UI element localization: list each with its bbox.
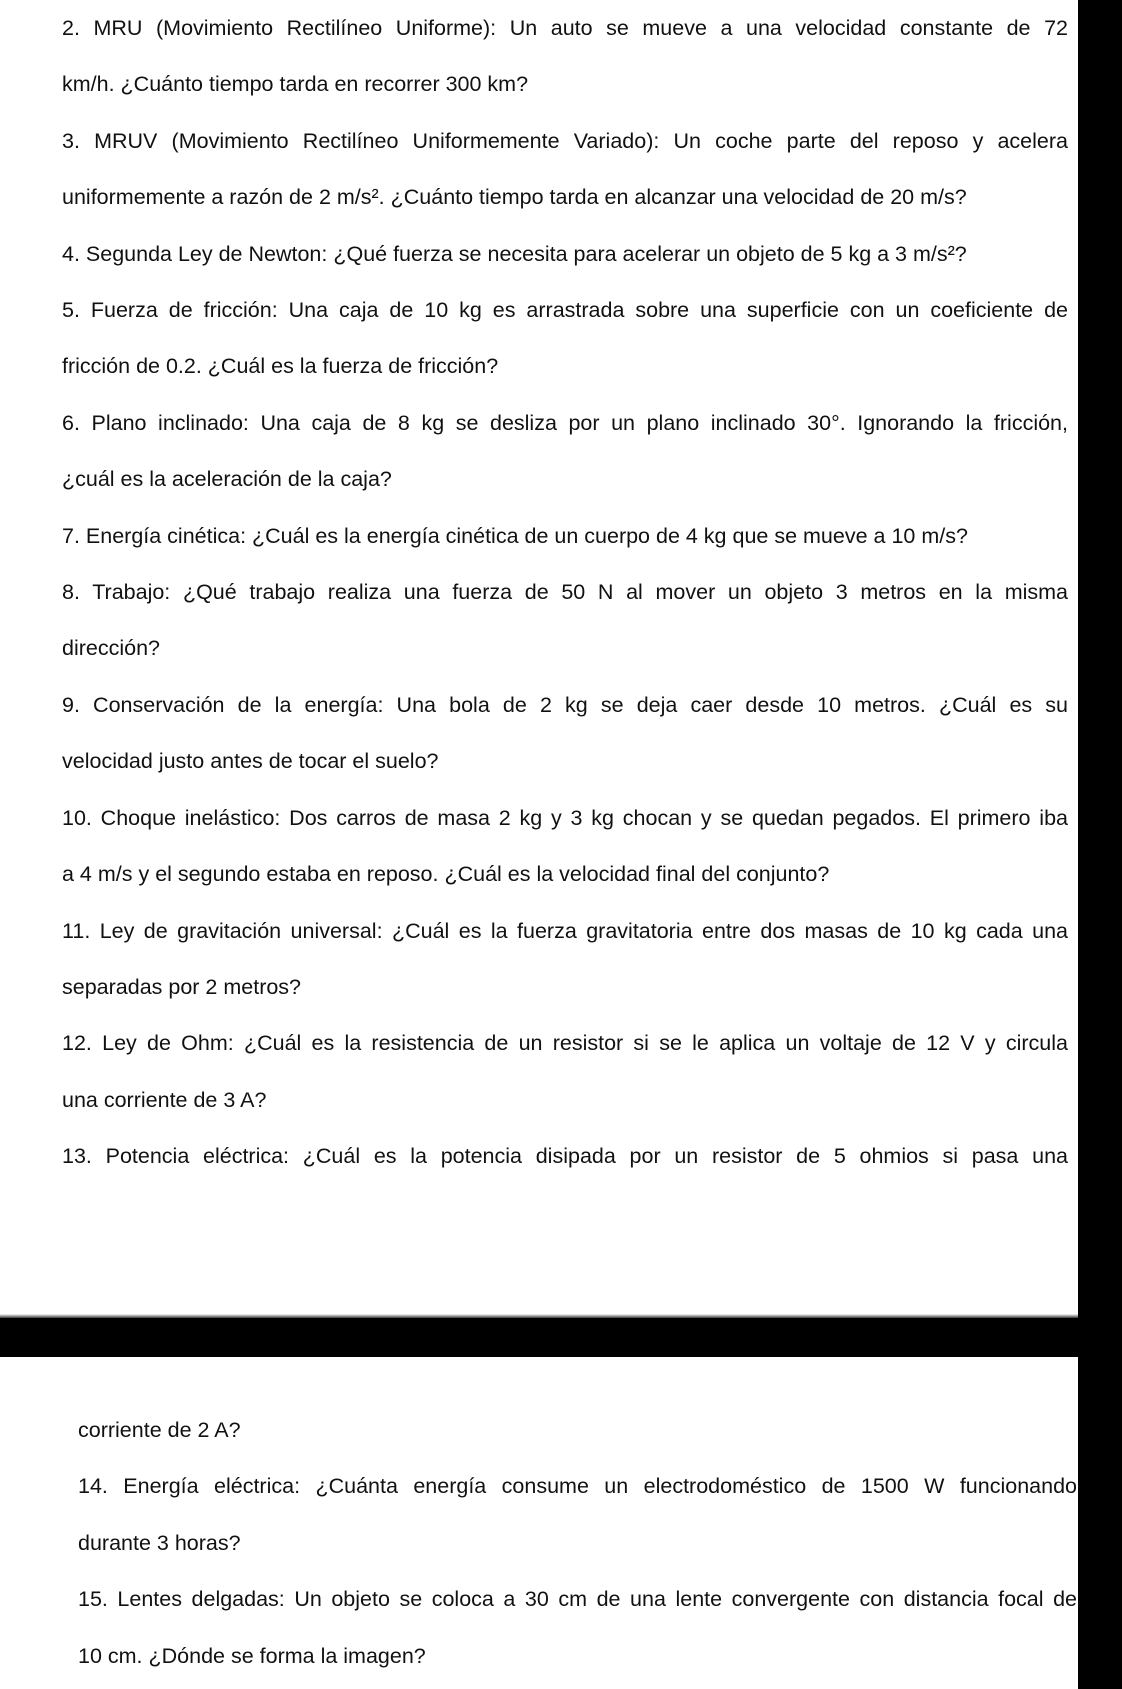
question-5 (62, 282, 1068, 395)
question-line: 7. Energía cinética: ¿Cuál es la energía cinética de un cuerpo de 4 kg que se mueve a 10 m/s? (62, 523, 968, 548)
question-line: velocidad justo antes de tocar el suelo? (62, 749, 439, 774)
question-line: ¿cuál es la aceleración de la caja? (62, 467, 392, 492)
question-15 (78, 1571, 1077, 1684)
question-8 (62, 564, 1068, 677)
question-line: uniformemente a razón de 2 m/s². ¿Cuánto tiempo tarda en alcanzar una velocidad de 20 m/s? (62, 185, 967, 210)
question-line: 2. MRU (Movimiento Rectilíneo Uniforme): Un auto se mueve a una velocidad constante de 72 (62, 16, 1068, 40)
question-line: separadas por 2 metros? (62, 974, 302, 999)
question-line: 12. Ley de Ohm: ¿Cuál es la resistencia de un resistor si se le aplica un voltaje de 12 V y circula (62, 1031, 1068, 1056)
questions-list-page-1 (62, 0, 1068, 1185)
question-line: 15. Lentes delgadas: Un objeto se coloca a 30 cm de una lente convergente con distancia focal de (78, 1587, 1077, 1612)
question-line: corriente de 2 A? (78, 1418, 241, 1442)
question-line: 9. Conservación de la energía: Una bola de 2 kg se deja caer desde 10 metros. ¿Cuál es su (62, 692, 1068, 717)
question-10 (62, 790, 1068, 903)
question-line: dirección? (62, 636, 160, 661)
question-line: 10. Choque inelástico: Dos carros de masa 2 kg y 3 kg chocan y se quedan pegados. El primero iba (62, 805, 1068, 830)
question-line: 5. Fuerza de fricción: Una caja de 10 kg es arrastrada sobre una superficie con un coeficiente de (62, 298, 1068, 323)
question-11 (62, 903, 1068, 1016)
question-13-continued (78, 1402, 1077, 1458)
question-6 (62, 395, 1068, 508)
question-3 (62, 113, 1068, 226)
question-14 (78, 1458, 1077, 1571)
questions-list-page-2 (78, 1402, 1077, 1684)
question-7 (62, 508, 1068, 564)
question-line: durante 3 horas? (78, 1530, 241, 1555)
question-line: 13. Potencia eléctrica: ¿Cuál es la potencia disipada por un resistor de 5 ohmios si pasa una (62, 1144, 1068, 1169)
scan-edge-right (1078, 0, 1122, 1689)
question-line: 6. Plano inclinado: Una caja de 8 kg se desliza por un plano inclinado 30°. Ignorando la fricción, (62, 410, 1068, 435)
question-2 (62, 0, 1068, 113)
question-line: 10 cm. ¿Dónde se forma la imagen? (78, 1643, 426, 1668)
question-line: 11. Ley de gravitación universal: ¿Cuál es la fuerza gravitatoria entre dos masas de 10 kg cada una (62, 918, 1068, 943)
question-line: 14. Energía eléctrica: ¿Cuánta energía consume un electrodoméstico de 1500 W funcionando (78, 1474, 1077, 1499)
question-13 (62, 1128, 1068, 1184)
question-line: 4. Segunda Ley de Newton: ¿Qué fuerza se necesita para acelerar un objeto de 5 kg a 3 m/s²? (62, 241, 967, 266)
question-line: 8. Trabajo: ¿Qué trabajo realiza una fuerza de 50 N al mover un objeto 3 metros en la misma (62, 580, 1068, 605)
question-line: una corriente de 3 A? (62, 1087, 267, 1112)
question-line: fricción de 0.2. ¿Cuál es la fuerza de fricción? (62, 354, 499, 379)
question-line: km/h. ¿Cuánto tiempo tarda en recorrer 300 km? (62, 72, 529, 97)
question-line: 3. MRUV (Movimiento Rectilíneo Uniformemente Variado): Un coche parte del reposo y acelera (62, 128, 1068, 153)
question-9 (62, 677, 1068, 790)
question-line: a 4 m/s y el segundo estaba en reposo. ¿Cuál es la velocidad final del conjunto? (62, 862, 830, 887)
question-4 (62, 226, 1068, 282)
question-12 (62, 1015, 1068, 1128)
page-break-bar (0, 1318, 1122, 1357)
